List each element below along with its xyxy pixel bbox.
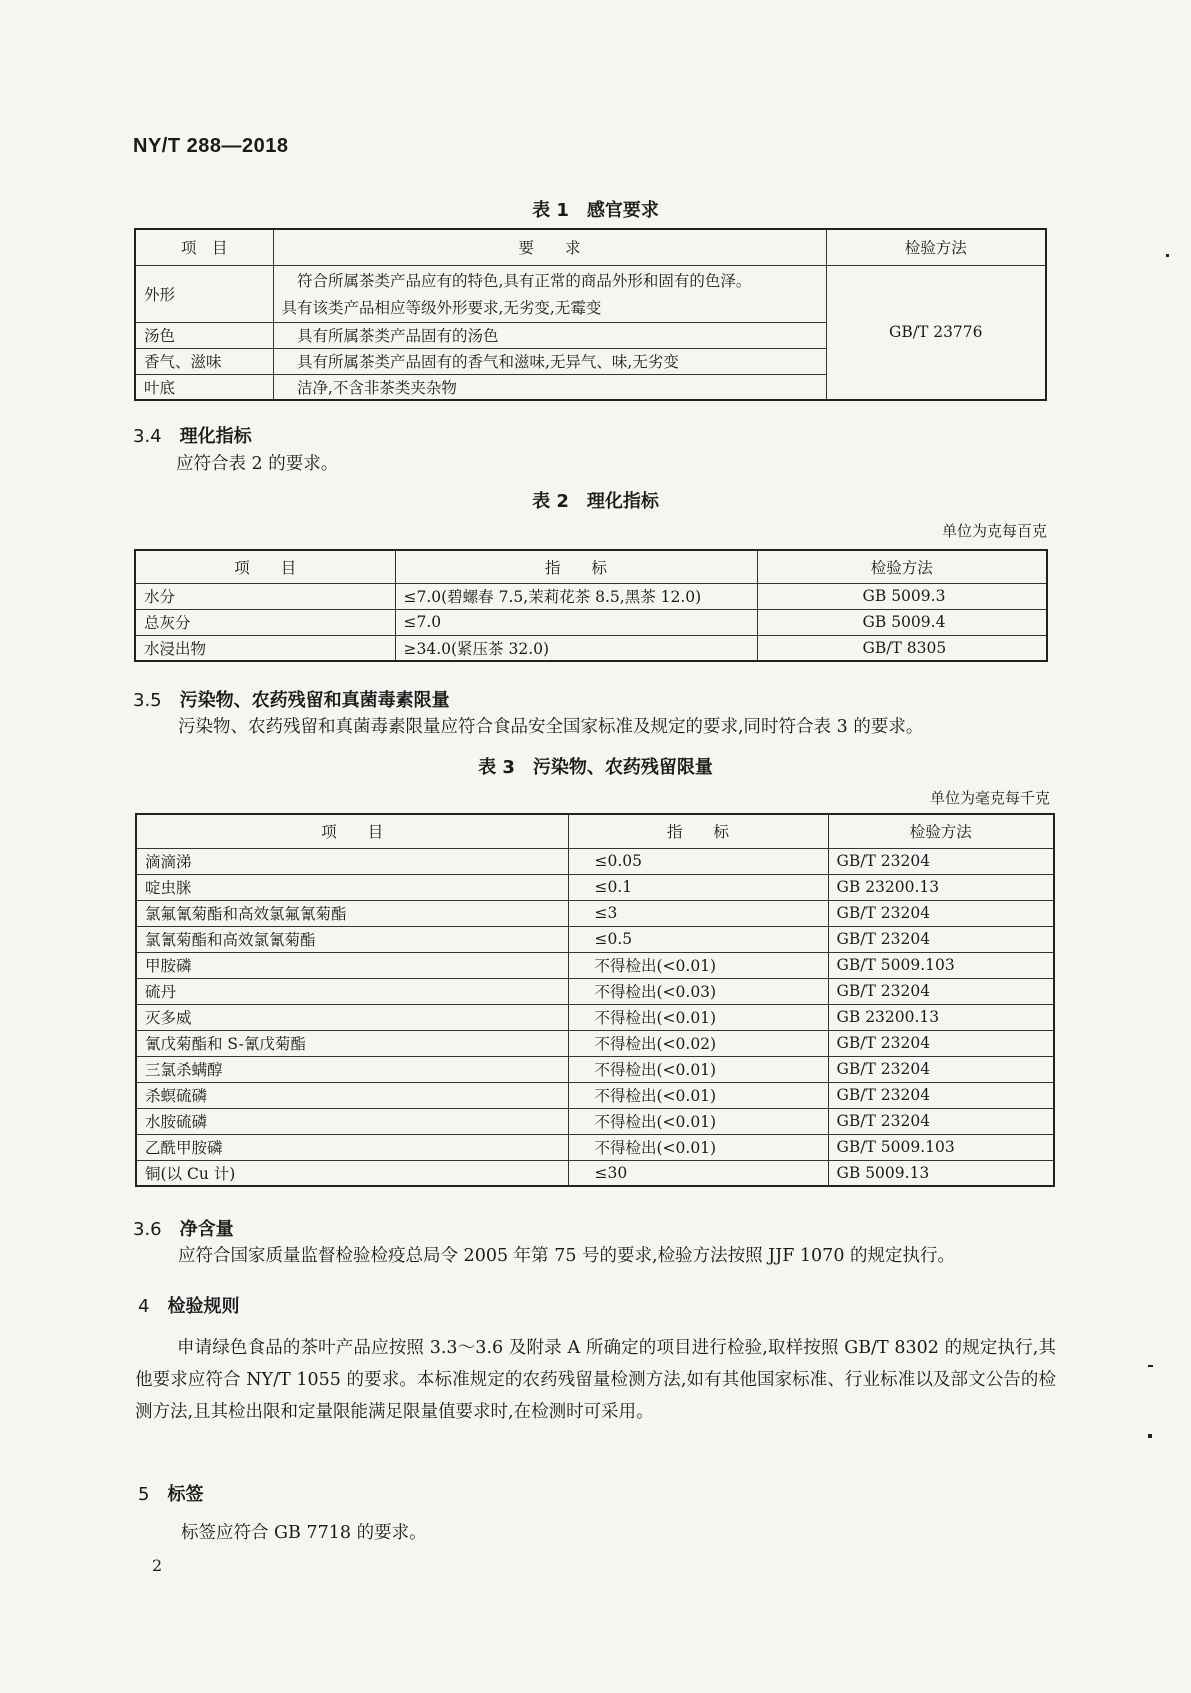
- document-code: NY/T 288—2018: [133, 135, 289, 157]
- table3-header-index: 指 标: [568, 814, 828, 848]
- table1-row-requirement: [273, 265, 826, 322]
- section-3-4-body: 应符合表 2 的要求。: [176, 454, 339, 474]
- section-3-5-body: 污染物、农药残留和真菌毒素限量应符合食品安全国家标准及规定的要求,同时符合表 3 的要求。: [178, 717, 924, 737]
- table3-cell-item: 甲胺磷: [136, 952, 568, 978]
- scan-speck: [1148, 1434, 1152, 1438]
- table3-cell-method: GB/T 5009.103: [828, 952, 1054, 978]
- table3-row: [136, 848, 1054, 874]
- table2-header-method: 检验方法: [757, 550, 1047, 583]
- section-number: 5: [138, 1484, 150, 1505]
- table3-cell-method: GB/T 23204: [828, 848, 1054, 874]
- table3-cell-limit: ≤0.05: [568, 848, 828, 874]
- table2-cell: 总灰分: [135, 609, 395, 635]
- table3-cell-limit: 不得检出(<0.02): [568, 1030, 828, 1056]
- table2-header-item: 项 目: [135, 550, 395, 583]
- table2-caption: 表 2 理化指标: [532, 491, 659, 512]
- table1-header-item: 项 目: [135, 229, 273, 265]
- scan-speck: [1148, 1365, 1153, 1367]
- section-number: 3.5: [133, 690, 162, 711]
- table3-cell-limit: 不得检出(<0.01): [568, 952, 828, 978]
- section-number: 3.4: [133, 426, 162, 447]
- table3-cell-limit: 不得检出(<0.01): [568, 1056, 828, 1082]
- table3-header-item: 项 目: [136, 814, 568, 848]
- table2-cell: ≥34.0(紧压茶 32.0): [395, 635, 757, 661]
- table3-cell-method: GB/T 5009.103: [828, 1134, 1054, 1160]
- table3-cell-item: 啶虫脒: [136, 874, 568, 900]
- table3-row: [136, 1082, 1054, 1108]
- table3-cell-item: 氯氟氰菊酯和高效氯氟氰菊酯: [136, 900, 568, 926]
- table3-row: [136, 874, 1054, 900]
- table3-cell-method: GB/T 23204: [828, 900, 1054, 926]
- table1-row-item: 外形: [135, 265, 273, 322]
- section-3-5-heading: [133, 686, 450, 712]
- table3-cell-item: 铜(以 Cu 计): [136, 1160, 568, 1186]
- table1-header-method: 检验方法: [826, 229, 1046, 265]
- table3-header-method: 检验方法: [828, 814, 1054, 848]
- table3-pesticide-limits: [135, 813, 1055, 1187]
- table1-header-requirement: 要 求: [273, 229, 826, 265]
- section-4-heading: [138, 1292, 239, 1318]
- table1-row-item: 叶底: [135, 374, 273, 400]
- table3-row: [136, 952, 1054, 978]
- table3-cell-limit: ≤0.1: [568, 874, 828, 900]
- table3-cell-method: GB/T 23204: [828, 978, 1054, 1004]
- table3-cell-method: GB/T 23204: [828, 926, 1054, 952]
- table2-cell: 水分: [135, 583, 395, 609]
- table2-cell: 水浸出物: [135, 635, 395, 661]
- section-3-4-heading: [133, 422, 252, 448]
- table3-cell-method: GB/T 23204: [828, 1108, 1054, 1134]
- page-number: 2: [152, 1556, 163, 1575]
- section-5-heading: [138, 1480, 203, 1506]
- table1-sensory-requirements: [134, 228, 1047, 401]
- table2-cell: GB 5009.3: [757, 583, 1047, 609]
- table3-row: [136, 1030, 1054, 1056]
- table3-cell-method: GB/T 23204: [828, 1056, 1054, 1082]
- table2-cell: ≤7.0(碧螺春 7.5,茉莉花茶 8.5,黑茶 12.0): [395, 583, 757, 609]
- table2-unit: 单位为克每百克: [941, 522, 1047, 540]
- table3-cell-item: 氯氰菊酯和高效氯氰菊酯: [136, 926, 568, 952]
- section-title: 检验规则: [167, 1296, 240, 1317]
- table1-row-requirement: 具有所属茶类产品固有的汤色: [273, 322, 826, 348]
- table1-row-requirement: 具有所属茶类产品固有的香气和滋味,无异气、味,无劣变: [273, 348, 826, 374]
- table3-cell-method: GB 23200.13: [828, 1004, 1054, 1030]
- table3-row: [136, 1134, 1054, 1160]
- section-3-6-heading: [133, 1215, 234, 1241]
- section-4-body: 申请绿色食品的茶叶产品应按照 3.3～3.6 及附录 A 所确定的项目进行检验,取样按照 GB/T 8302 的规定执行,其他要求应符合 NY/T 1055 的要求。本标准规定的农药残留量检测方法,如有其他国家标准、行业标准以及部文公告的检测方法,且其检出限和定量限能满足限量值要求时,在检测时可采用。: [135, 1338, 1056, 1422]
- table3-unit: 单位为毫克每千克: [929, 789, 1050, 807]
- table2-header-index: 指 标: [395, 550, 757, 583]
- section-number: 4: [138, 1296, 150, 1317]
- section-title: 净含量: [179, 1219, 234, 1240]
- table2-cell: GB 5009.4: [757, 609, 1047, 635]
- table3-cell-item: 硫丹: [136, 978, 568, 1004]
- table3-row: [136, 1004, 1054, 1030]
- table3-cell-item: 三氯杀螨醇: [136, 1056, 568, 1082]
- table3-cell-item: 水胺硫磷: [136, 1108, 568, 1134]
- table3-cell-limit: 不得检出(<0.03): [568, 978, 828, 1004]
- table3-row: [136, 926, 1054, 952]
- section-title: 标签: [167, 1484, 204, 1505]
- table3-row: [136, 978, 1054, 1004]
- table1-requirement-line: 具有该类产品相应等级外形要求,无劣变,无霉变: [281, 298, 602, 317]
- table2-physicochemical: [134, 549, 1048, 662]
- table3-cell-limit: ≤3: [568, 900, 828, 926]
- table3-cell-item: 杀螟硫磷: [136, 1082, 568, 1108]
- table1-requirement-line: 符合所属茶类产品应有的特色,具有正常的商品外形和固有的色泽。: [281, 271, 752, 290]
- table3-cell-limit: ≤0.5: [568, 926, 828, 952]
- table3-cell-method: GB/T 23204: [828, 1030, 1054, 1056]
- section-3-6-body: 应符合国家质量监督检验检疫总局令 2005 年第 75 号的要求,检验方法按照 JJF 1070 的规定执行。: [178, 1246, 956, 1266]
- table3-cell-item: 滴滴涕: [136, 848, 568, 874]
- table3-cell-limit: ≤30: [568, 1160, 828, 1186]
- table1-method-cell: GB/T 23776: [826, 265, 1046, 400]
- table2-cell: GB/T 8305: [757, 635, 1047, 661]
- table3-cell-limit: 不得检出(<0.01): [568, 1004, 828, 1030]
- table2-cell: ≤7.0: [395, 609, 757, 635]
- table1-row-requirement: 洁净,不含非茶类夹杂物: [273, 374, 826, 400]
- scan-speck: [1166, 254, 1169, 257]
- section-title: 理化指标: [179, 426, 252, 447]
- table3-row: [136, 1056, 1054, 1082]
- table3-cell-method: GB 23200.13: [828, 874, 1054, 900]
- table3-cell-limit: 不得检出(<0.01): [568, 1082, 828, 1108]
- table3-row: [136, 1108, 1054, 1134]
- table3-cell-method: GB/T 23204: [828, 1082, 1054, 1108]
- table3-row: [136, 900, 1054, 926]
- section-number: 3.6: [133, 1219, 162, 1240]
- table3-caption: 表 3 污染物、农药残留限量: [478, 757, 713, 778]
- table1-caption: 表 1 感官要求: [532, 200, 659, 221]
- section-5-body: 标签应符合 GB 7718 的要求。: [181, 1523, 427, 1543]
- table3-cell-item: 灭多威: [136, 1004, 568, 1030]
- table1-row-item: 汤色: [135, 322, 273, 348]
- table3-cell-item: 氰戊菊酯和 S-氰戊菊酯: [136, 1030, 568, 1056]
- table3-cell-method: GB 5009.13: [828, 1160, 1054, 1186]
- table1-row-item: 香气、滋味: [135, 348, 273, 374]
- table3-cell-item: 乙酰甲胺磷: [136, 1134, 568, 1160]
- section-title: 污染物、农药残留和真菌毒素限量: [179, 690, 450, 711]
- table3-row: [136, 1160, 1054, 1186]
- table3-cell-limit: 不得检出(<0.01): [568, 1108, 828, 1134]
- table3-cell-limit: 不得检出(<0.01): [568, 1134, 828, 1160]
